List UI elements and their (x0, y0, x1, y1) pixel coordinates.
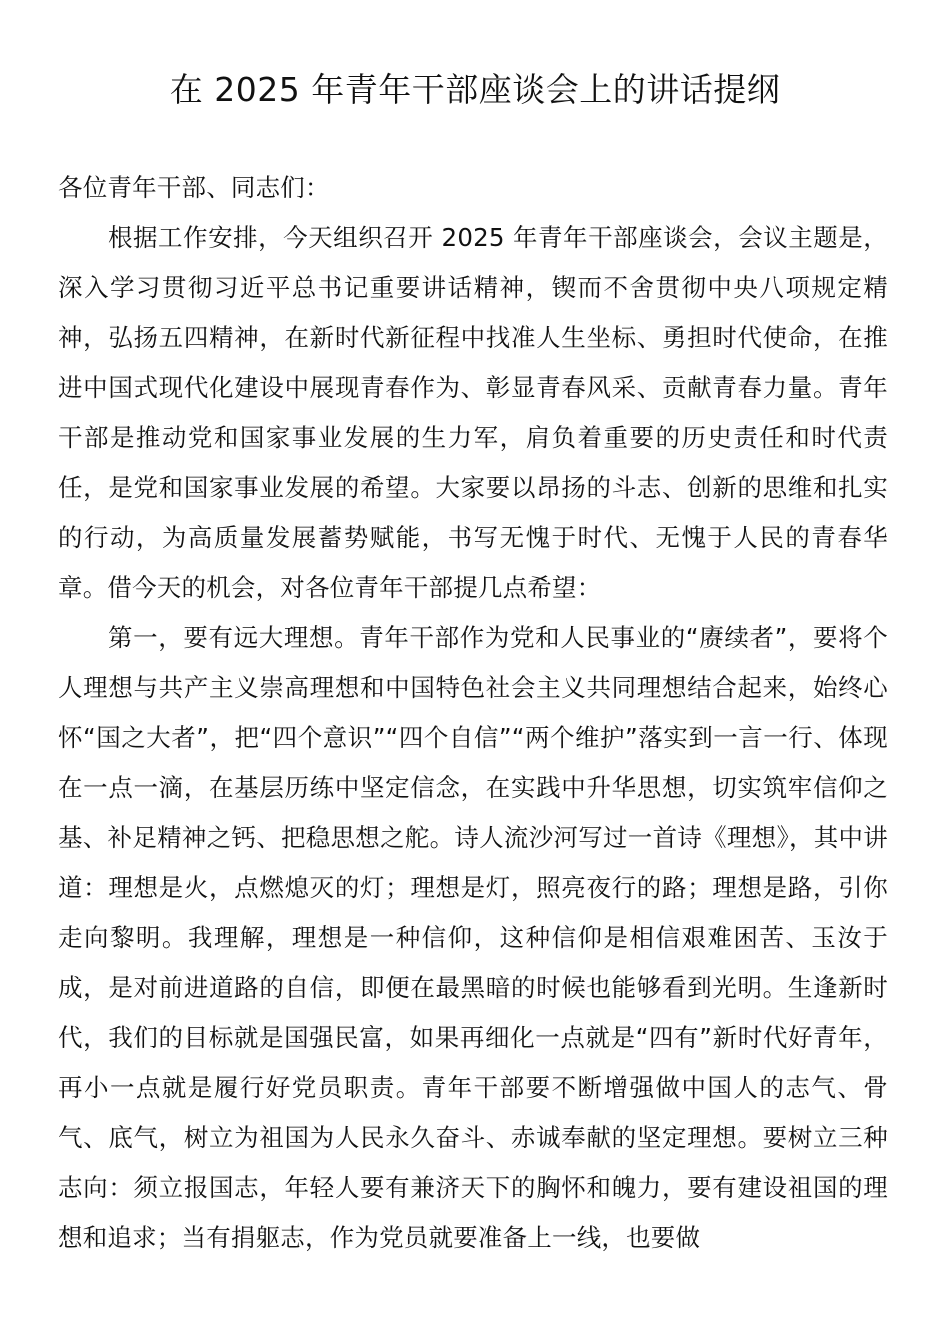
paragraph-first-point: 第一，要有远大理想。青年干部作为党和人民事业的“赓续者”，要将个人理想与共产主义崇高理想和中国特色社会主义共同理想结合起来，始终心怀“国之大者”，把“四个意识”“四个自信”“两个维护”落实到一言一行、体现在一点一滴，在基层历练中坚定信念，在实践中升华思想，切实筑牢信仰之基、补足精神之钙、把稳思想之舵。诗人流沙河写过一首诗《理想》，其中讲道：理想是火，点燃熄灭的灯；理想是灯，照亮夜行的路；理想是路，引你走向黎明。我理解，理想是一种信仰，这种信仰是相信艰难困苦、玉汝于成，是对前进道路的自信，即便在最黑暗的时候也能够看到光明。生逢新时代，我们的目标就是国强民富，如果再细化一点就是“四有”新时代好青年，再小一点就是履行好党员职责。青年干部要不断增强做中国人的志气、骨气、底气，树立为祖国为人民永久奋斗、赤诚奉献的坚定理想。要树立三种志向：须立报国志，年轻人要有兼济天下的胸怀和魄力，要有建设祖国的理想和追求；当有捐躯志，作为党员就要准备上一线，也要做 (58, 623, 888, 1252)
document-body (58, 163, 888, 1263)
paragraph-intro: 根据工作安排，今天组织召开 2025 年青年干部座谈会，会议主题是，深入学习贯彻习近平总书记重要讲话精神，锲而不舍贯彻中央八项规定精神，弘扬五四精神，在新时代新征程中找准人生坐标、勇担时代使命，在推进中国式现代化建设中展现青春作为、彰显青春风采、贡献青春力量。青年干部是推动党和国家事业发展的生力军，肩负着重要的历史责任和时代责任，是党和国家事业发展的希望。大家要以昂扬的斗志、创新的思维和扎实的行动，为高质量发展蓄势赋能，书写无愧于时代、无愧于人民的青春华章。借今天的机会，对各位青年干部提几点希望： (58, 223, 888, 602)
salutation: 各位青年干部、同志们： (58, 173, 330, 202)
document-title: 在 2025 年青年干部座谈会上的讲话提纲 (169, 70, 781, 109)
